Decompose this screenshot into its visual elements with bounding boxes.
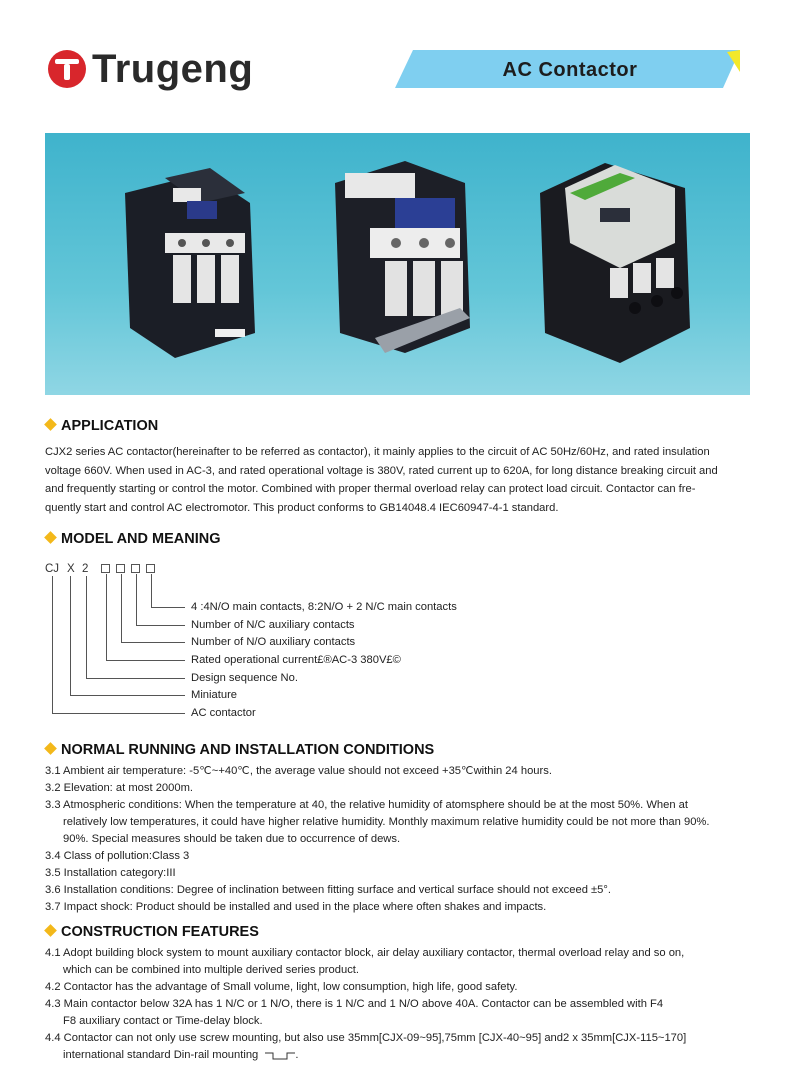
banner-title: AC Contactor: [502, 59, 638, 81]
section-heading-model: MODEL AND MEANING: [42, 530, 221, 548]
section-heading-construction: CONSTRUCTION FEATURES: [42, 923, 259, 941]
list-item: 4.4 Contactor can not only use screw mounting, but also use 35mm[CJX-09~95],75mm [CJX-40~95] and2 x 35mm[CJX-115~170]: [45, 1032, 687, 1044]
model-label: Miniature: [191, 689, 238, 701]
model-label: AC contactor: [191, 707, 256, 719]
model-label: Number of N/C auxiliary contacts: [191, 619, 355, 631]
list-item: which can be combined into multiple derived series product.: [63, 964, 360, 976]
list-item: 4.1 Adopt building block system to mount auxiliary contactor block, air delay auxiliary contactor, thermal overload relay and so on,: [45, 947, 685, 959]
model-label: Design sequence No.: [191, 672, 298, 684]
list-item: 3.1 Ambient air temperature: -5℃~+40℃, the average value should not exceed +35℃within 24 hours.: [45, 765, 552, 777]
list-item: 3.6 Installation conditions: Degree of inclination between fitting surface and vertical surface should not exceed ±5°.: [45, 884, 611, 896]
code-box: [101, 564, 110, 573]
conditions-list: [45, 763, 775, 916]
list-item: 4.2 Contactor has the advantage of Small volume, light, low consumption, high life, good safety.: [45, 981, 518, 993]
list-item: 3.2 Elevation: at most 2000m.: [45, 782, 194, 794]
model-label: Number of N/O auxiliary contacts: [191, 636, 356, 648]
construction-list: [45, 945, 775, 1064]
code-box: [116, 564, 125, 573]
list-item: 3.4 Class of pollution:Class 3: [45, 850, 190, 862]
din-rail-icon: [265, 1050, 295, 1060]
list-item: international standard Din-rail mounting .: [63, 1049, 299, 1061]
code-cj: CJ: [45, 563, 60, 575]
section-heading-application: APPLICATION: [42, 417, 158, 435]
brand-name: Trugeng: [92, 47, 254, 91]
model-label: Rated operational current£®AC-3 380V£©: [191, 654, 401, 666]
code-x: X: [67, 563, 75, 575]
list-item: 3.7 Impact shock: Product should be installed and used in the place where often shakes and impacts.: [45, 901, 547, 913]
section-heading-conditions: NORMAL RUNNING AND INSTALLATION CONDITIONS: [42, 741, 434, 759]
list-item: relatively low temperatures, it could have higher relative humidity. Monthly maximum relative humidity could be not more than 90%.: [63, 816, 710, 828]
application-paragraph: CJX2 series AC contactor(hereinafter to be referred as contactor), it mainly applies to the circuit of AC 50Hz/60Hz, and rated insulation voltage 660V. When used in AC-3, and rated operational voltage is 380V, rated current up to 620A, for long distance breaking circuit and and frequently starting or control the motor. Combined with proper thermal overload relay can protect load circuit. Contactor can fre- quently start and control AC electromotor. This product conforms to GB14048.4 IEC60947-4-1 standard.: [45, 446, 718, 514]
code-box: [131, 564, 140, 573]
model-label: 4 :4N/O main contacts, 8:2N/O + 2 N/C main contacts: [191, 601, 457, 613]
code-2: 2: [82, 563, 89, 575]
list-item: F8 auxiliary contact or Time-delay block.: [63, 1015, 263, 1027]
list-item: 3.3 Atmospheric conditions: When the temperature at 40, the relative humidity of atomsphere should be at the most 50%. When at: [45, 799, 689, 811]
diamond-bullet-icon: [44, 742, 57, 755]
code-box: [146, 564, 155, 573]
diamond-bullet-icon: [44, 924, 57, 937]
list-item: 4.3 Main contactor below 32A has 1 N/C or 1 N/O, there is 1 N/C and 1 N/O above 40A. Contactor can be assembled with F4: [45, 998, 664, 1010]
list-item: 3.5 Installation category:III: [45, 867, 176, 879]
list-item: 90%. Special measures should be taken due to occurrence of dews.: [63, 833, 401, 845]
